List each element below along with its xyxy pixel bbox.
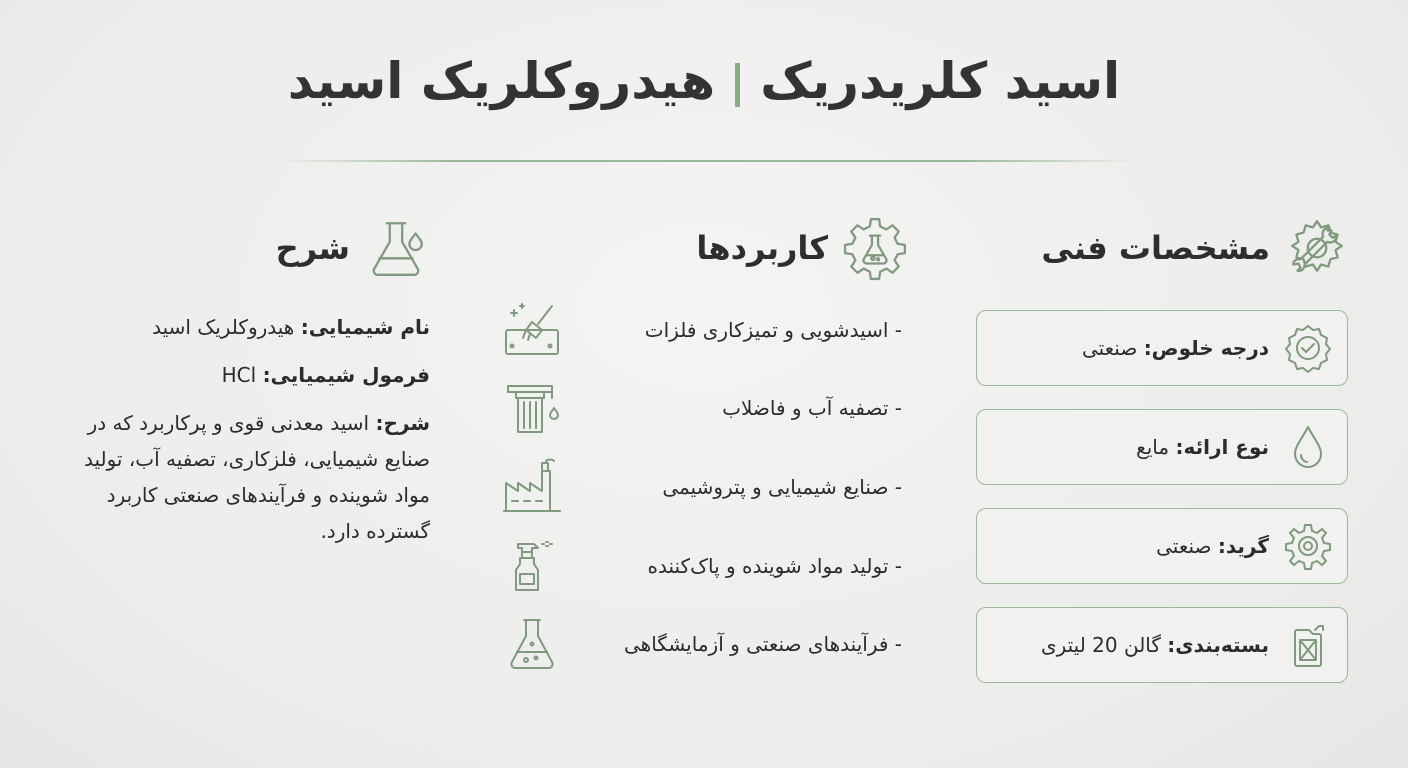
- description-paragraph: شرح: اسید معدنی قوی و پرکاربرد که در صنایع شیمیایی، فلزکاری، تصفیه آب، تولید مواد شوینده و فرآیندهای صنعتی کاربرد گسترده دارد.: [83, 411, 430, 543]
- jerrycan-icon: [1283, 620, 1333, 670]
- description-heading-text: شرح: [275, 229, 350, 267]
- title-part-2: هیدروکلریک اسید: [287, 52, 716, 110]
- factory-icon: [502, 457, 562, 517]
- gear-icon: [1283, 521, 1333, 571]
- spec-text: بسته‌بندی: گالن 20 لیتری: [1040, 633, 1269, 657]
- cleaning-brush-icon: [502, 300, 562, 360]
- application-text: - صنایع شیمیایی و پتروشیمی: [662, 475, 902, 499]
- application-item: [502, 535, 902, 597]
- application-text: - فرآیندهای صنعتی و آزمایشگاهی: [623, 632, 902, 656]
- spray-bottle-icon: [502, 536, 562, 596]
- spec-text: درجه خلوص: صنعتی: [1081, 336, 1269, 360]
- description-body: [60, 309, 430, 561]
- title-divider: [278, 160, 1138, 162]
- wrench-gear-icon: [1284, 215, 1350, 281]
- spec-card-purity: [976, 310, 1348, 386]
- application-item: [502, 299, 902, 361]
- applications-heading-text: کاربردها: [696, 229, 828, 267]
- spec-text: گرید: صنعتی: [1156, 534, 1269, 558]
- droplet-icon: [1283, 422, 1333, 472]
- title-part-1: اسید کلریدریک: [760, 52, 1121, 110]
- application-item: [502, 456, 902, 518]
- spec-card-form: [976, 409, 1348, 485]
- application-text: - تصفیه آب و فاضلاب: [722, 396, 902, 420]
- lab-flask-icon: [502, 614, 562, 674]
- specs-heading: [1041, 210, 1350, 286]
- specs-heading-text: مشخصات فنی: [1041, 229, 1270, 267]
- title-separator: [735, 63, 740, 107]
- applications-heading: [696, 210, 908, 286]
- chemical-formula-line: فرمول شیمیایی: HCl: [221, 363, 430, 387]
- flask-drop-icon: [364, 215, 430, 281]
- spec-text: نوع ارائه: مایع: [1136, 435, 1269, 459]
- description-heading: [276, 210, 430, 286]
- page-title: [0, 52, 1408, 110]
- application-item: [502, 377, 902, 439]
- badge-check-icon: [1283, 323, 1333, 373]
- application-item: [502, 613, 902, 675]
- spec-card-grade: [976, 508, 1348, 584]
- application-text: - تولید مواد شوینده و پاک‌کننده: [647, 554, 902, 578]
- spec-card-packaging: [976, 607, 1348, 683]
- water-filter-icon: [502, 378, 562, 438]
- chemical-name-line: نام شیمیایی: هیدروکلریک اسید: [152, 315, 430, 339]
- gear-flask-icon: [842, 215, 908, 281]
- application-text: - اسیدشویی و تمیزکاری فلزات: [644, 318, 902, 342]
